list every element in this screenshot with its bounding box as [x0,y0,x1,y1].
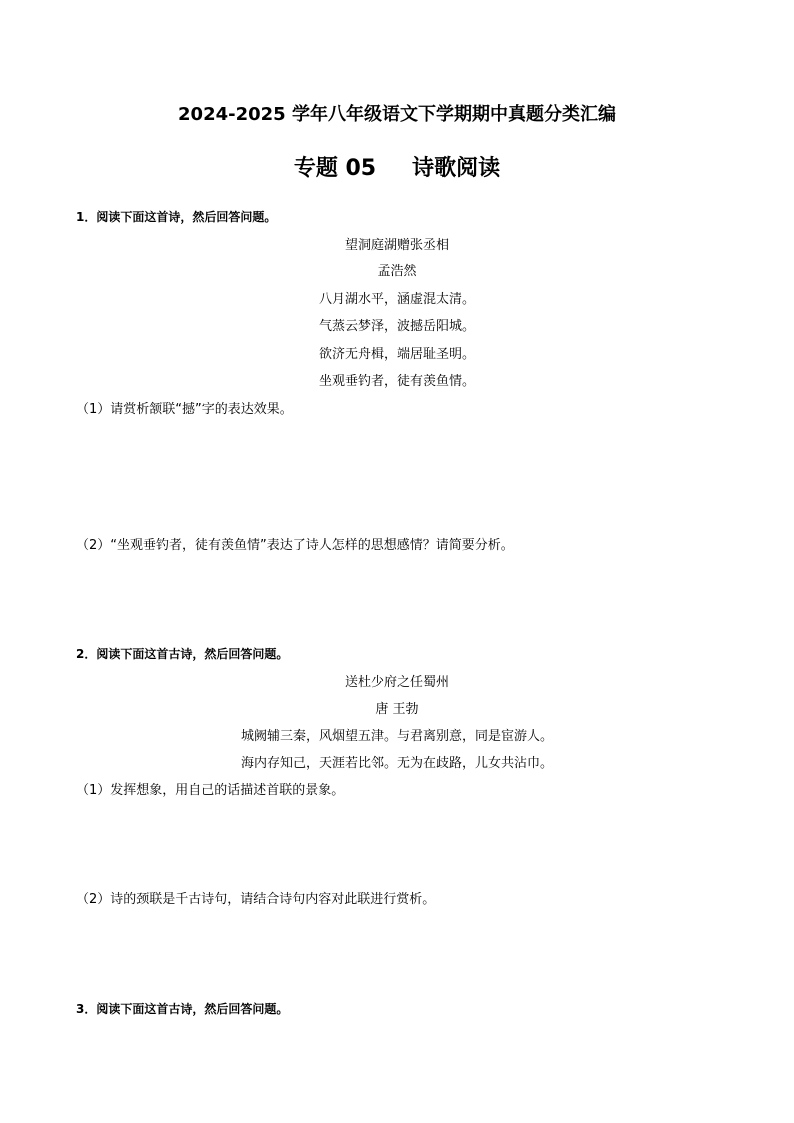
q1-poem-title: 望洞庭湖赠张丞相 [344,238,449,253]
question-1-heading: 1．阅读下面这首诗，然后回答问题。 [76,210,277,224]
q2-sub-question-2: （2）诗的颈联是千古诗句，请结合诗句内容对此联进行赏析。 [76,892,436,907]
q2-sub-question-1: （1）发挥想象，用自己的话描述首联的景象。 [76,783,345,798]
q1-sub-question-2: （2）“坐观垂钓者，徒有羡鱼情”表达了诗人怎样的思想感情？请简要分析。 [76,538,514,553]
q1-poem-author: 孟浩然 [377,264,417,279]
topic-name: 诗歌阅读 [412,156,501,181]
document-title: 2024-2025 学年八年级语文下学期期中真题分类汇编 [178,104,616,125]
q1-sub-question-1: （1）请赏析颔联“撼”字的表达效果。 [76,402,293,417]
q2-poem-title: 送杜少府之任蜀州 [344,675,449,690]
question-2-heading: 2．阅读下面这首古诗，然后回答问题。 [76,647,289,661]
topic-number: 专题 05 [293,156,377,181]
q1-poem-line: 八月湖水平，涵虚混太清。 [318,292,475,307]
topic-heading [0,158,794,180]
question-3-heading: 3．阅读下面这首古诗，然后回答问题。 [76,1002,289,1016]
q1-poem-line: 欲济无舟楫，端居耻圣明。 [318,347,475,362]
q1-poem-line: 坐观垂钓者，徒有羡鱼情。 [318,374,475,389]
q2-poem-line: 城阙辅三秦，风烟望五津。与君离别意，同是宦游人。 [240,729,553,744]
q2-poem-author: 唐 王勃 [375,702,419,717]
q2-poem-line: 海内存知己，天涯若比邻。无为在歧路，儿女共沾巾。 [240,756,553,771]
q1-poem-line: 气蒸云梦泽，波撼岳阳城。 [318,319,475,334]
